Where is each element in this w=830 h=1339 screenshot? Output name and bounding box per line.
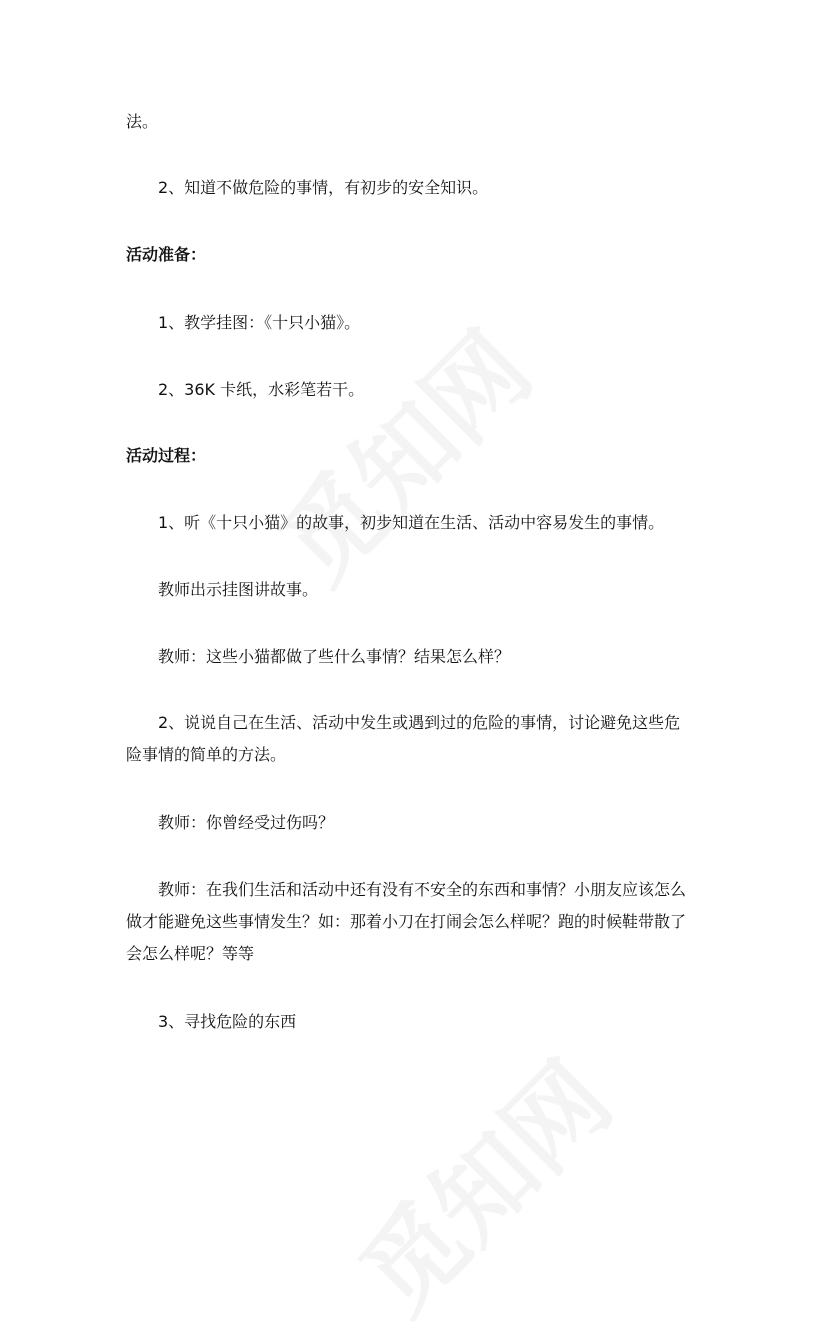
paragraph-line: 1、教学挂图：《十只小猫》。 bbox=[158, 313, 361, 332]
watermark-secondary bbox=[323, 1025, 637, 1339]
paragraph-line: 教师出示挂图讲故事。 bbox=[158, 580, 319, 599]
paragraph-line: 教师：你曾经受过伤吗？ bbox=[158, 813, 335, 832]
paragraph-line: 2、知道不做危险的事情，有初步的安全知识。 bbox=[158, 178, 489, 197]
paragraph-line: 3、寻找危险的东西 bbox=[158, 1012, 297, 1031]
paragraph-line: 做才能避免这些事情发生？如：那着小刀在打闹会怎么样呢？跑的时候鞋带散了 bbox=[126, 912, 687, 931]
paragraph-line: 1、听《十只小猫》的故事，初步知道在生活、活动中容易发生的事情。 bbox=[158, 513, 665, 532]
paragraph-line: 2、36K 卡纸，水彩笔若干。 bbox=[158, 380, 365, 399]
paragraph-line: 教师：这些小猫都做了些什么事情？结果怎么样？ bbox=[158, 647, 511, 666]
paragraph-line: 教师：在我们生活和活动中还有没有不安全的东西和事情？小朋友应该怎么 bbox=[158, 880, 687, 899]
section-heading: 活动过程： bbox=[126, 446, 207, 465]
paragraph-line: 2、说说自己在生活、活动中发生或遇到过的危险的事情，讨论避免这些危 bbox=[158, 713, 681, 732]
paragraph-line: 法。 bbox=[126, 112, 159, 131]
section-heading: 活动准备： bbox=[126, 245, 207, 264]
paragraph-line: 险事情的简单的方法。 bbox=[126, 745, 287, 764]
paragraph-line: 会怎么样呢？等等 bbox=[126, 944, 255, 963]
